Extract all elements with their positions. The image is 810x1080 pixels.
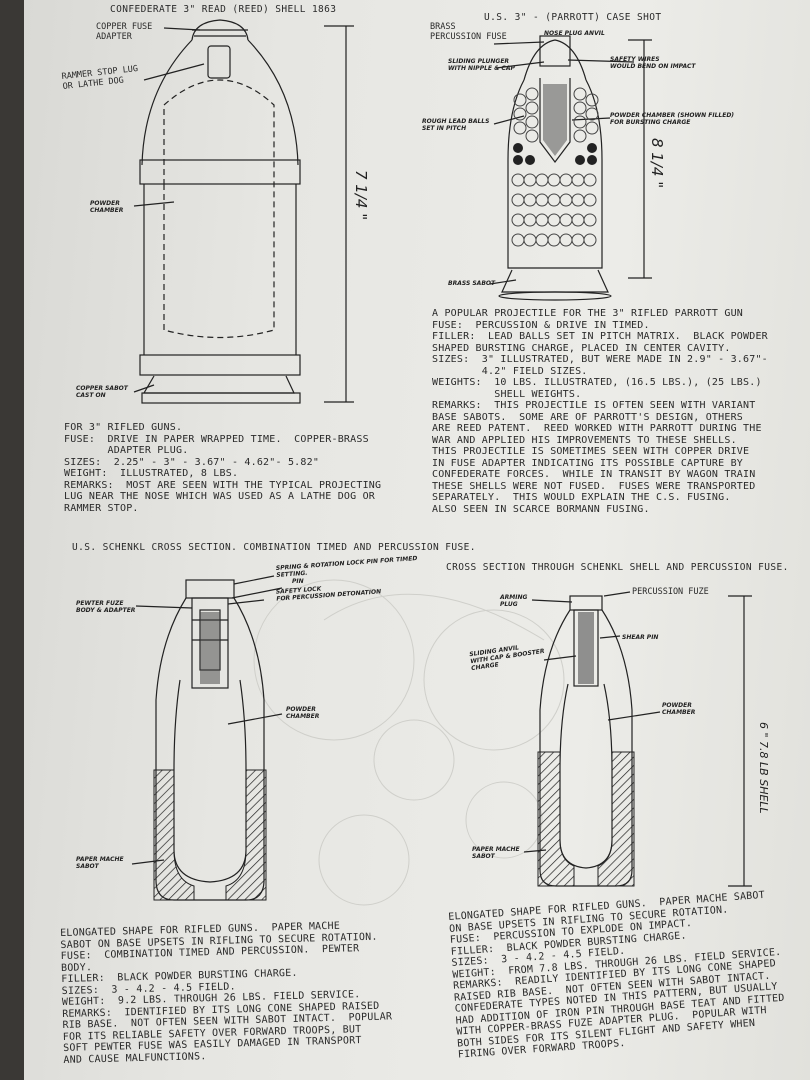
read-caption: FOR 3" RIFLED GUNS. FUSE: DRIVE IN PAPER WRAPPED TIME. COPPER-BRASS ADAPTER PLUG. SIZES: 2.25" - 3" - 3.67" - 4.62"- 5.82" WEIGHT: ILLUSTRATED, 8 LBS. REMARKS: MOST ARE SEEN WITH THE TYPICAL PROJECTING LUG NEAR THE NOSE WHICH WAS USED AS A LATHE DOG OR RAMMER STOP.: [64, 422, 382, 514]
parrott-noseplug-label: NOSE PLUG ANVIL: [544, 30, 605, 37]
parrott-sabot-label: BRASS SABOT: [448, 280, 496, 287]
parrott-title: U.S. 3" - (PARROTT) CASE SHOT: [484, 12, 662, 23]
schenkl-perc-powder-label: POWDER CHAMBER: [662, 702, 696, 716]
schenkl-perc-title: CROSS SECTION THROUGH SCHENKL SHELL AND PERCUSSION FUSE.: [446, 562, 789, 573]
schenkl-perc-dimension: 6 " 7.8 LB SHELL: [757, 722, 770, 814]
parrott-caption: A POPULAR PROJECTILE FOR THE 3" RIFLED PARROTT GUN FUSE: PERCUSSION & DRIVE IN TIMED. FILLER: LEAD BALLS SET IN PITCH MATRIX. BLACK POWDER SHAPED BURSTING CHARGE, PLACED IN CENTER CAVITY. SIZES: 3" ILLUSTRATED, BUT WERE MADE IN 2.9" - 3.67"- 4.2" FIELD SIZES. WEIGHTS: 10 LBS. ILLUSTRATED, (16.5 LBS.), (25 LBS.) SHELL WEIGHTS. REMARKS: THIS PROJECTILE IS OFTEN SEEN WITH VARIANT BASE SABOTS. SOME ARE OF PARROTT'S DESIGN, OTHERS ARE REED PATENT. REED WORKED WITH PARROTT DURING THE WAR AND APPLIED HIS IMPROVEMENTS TO THESE SHELLS. THIS PROJECTILE IS SOMETIMES SEEN WITH COPPER DRIVE IN FUSE ADAPTER INDICATING ITS POSSIBLE CAPTURE BY CONFEDERATE FORCES. WHILE IN TRANSIT BY WAGON TRAIN THESE SHELLS WERE NOT FUSED. FUSES WERE TRANSPORTED SEPARATELY. THIS WOULD EXPLAIN THE C.S. FUSING. ALSO SEEN IN SCARCE BORMANN FUSING.: [432, 308, 768, 515]
schenkl-timed-caption: ELONGATED SHAPE FOR RIFLED GUNS. PAPER MACHE SABOT ON BASE UPSETS IN RIFLING TO SECURE ROTATION. FUSE: COMBINATION TIMED AND PERCUSSION. PEWTER BODY. FILLER: BLACK POWDER BURSTING CHARGE. SIZES: 3 - 4.2 - 4.5 FIELD. WEIGHT: 9.2 LBS. THROUGH 26 LBS. FIELD SERVICE. REMARKS: IDENTIFIED BY ITS LONG CONE SHAPED RAISED RIB BASE. NOT OFTEN SEEN WITH SABOT INTACT. POPULAR FOR ITS RELIABLE SAFETY OVER FORWARD TROOPS, BUT SOFT PEWTER FUSE WAS EASILY DAMAGED IN TRANSPORT AND CAUSE MALFUNCTIONS.: [60, 920, 393, 1066]
schenkl-shear-label: SHEAR PIN: [622, 634, 659, 641]
schenkl-arming-label: ARMING PLUG: [500, 594, 528, 608]
schenkl-percussion-label: PERCUSSION FUZE: [632, 587, 709, 597]
schenkl-powder-label: POWDER CHAMBER: [286, 706, 320, 720]
read-powder-label: POWDER CHAMBER: [90, 200, 124, 214]
parrott-dimension: 8 1/4 ": [648, 138, 666, 189]
schenkl-perc-caption: ELONGATED SHAPE FOR RIFLED GUNS. PAPER MACHE SABOT ON BASE UPSETS IN RIFLING TO SECURE ROTATION. FUSE: PERCUSSION TO EXPLODE ON IMPACT. FILLER: BLACK POWDER BURSTING CHARGE. SIZES: 3 - 4.2 - 4.5 FIELD. WEIGHT: FROM 7.8 LBS. THROUGH 26 LBS. FIELD SERVICE. REMARKS: READILY IDENTIFIED BY ITS LONG CONE SHAPED RAISED RIB BASE. NOT OFTEN SEEN WITH SABOT INTACT. CONFEDERATE TYPES NOTED IN THIS PATTERN, BUT USUALLY HAD ADDITION OF IRON PIN THROUGH BASE TEAT AND FITTED WITH COPPER-BRASS FUZE ADAPTER PLUG. POPULAR WITH BOTH SIDES FOR ITS SILENT FLIGHT AND SAFETY WHEN FIRING OVER FORWARD TROOPS.: [448, 889, 785, 1061]
read-dimension: 7 1/4 ": [352, 170, 370, 221]
read-sabot-label: COPPER SABOT CAST ON: [76, 385, 128, 399]
schenkl-anvil-label: SLIDING ANVIL WITH CAP & BOOSTER CHARGE: [468, 644, 545, 673]
parrott-plunger-label: SLIDING PLUNGER WITH NIPPLE & CAP: [448, 58, 515, 72]
schenkl-perc-sabot-label: PAPER MACHE SABOT: [472, 846, 520, 860]
schenkl-safety-label: SAFETY LOCK FOR PERCUSSION DETONATION: [275, 585, 382, 603]
schenkl-sabot-label: PAPER MACHE SABOT: [76, 856, 124, 870]
parrott-fuse-label: BRASS PERCUSSION FUSE: [430, 22, 507, 42]
schenkl-perc-sabot-hatch: [24, 0, 810, 920]
parrott-wires-label: SAFETY WIRES WOULD BEND ON IMPACT: [610, 56, 696, 70]
book-page: [24, 0, 810, 1080]
read-rammer-label: RAMMER STOP LUG OR LATHE DOG: [61, 64, 139, 92]
read-fuse-label: COPPER FUSE ADAPTER: [96, 22, 153, 42]
parrott-chamber-label: POWDER CHAMBER (SHOWN FILLED) FOR BURSTING CHARGE: [610, 112, 735, 126]
schenkl-timed-title: U.S. SCHENKL CROSS SECTION. COMBINATION TIMED AND PERCUSSION FUSE.: [72, 542, 476, 553]
schenkl-spring-label: SPRING & ROTATION LOCK PIN FOR TIMED SETTING.: [275, 555, 418, 579]
schenkl-pewter-label: PEWTER FUZE BODY & ADAPTER: [76, 600, 136, 614]
schenkl-pin-label: PIN: [292, 578, 304, 585]
parrott-balls-label: ROUGH LEAD BALLS SET IN PITCH: [422, 118, 490, 132]
read-title: CONFEDERATE 3" READ (REED) SHELL 1863: [110, 4, 337, 15]
